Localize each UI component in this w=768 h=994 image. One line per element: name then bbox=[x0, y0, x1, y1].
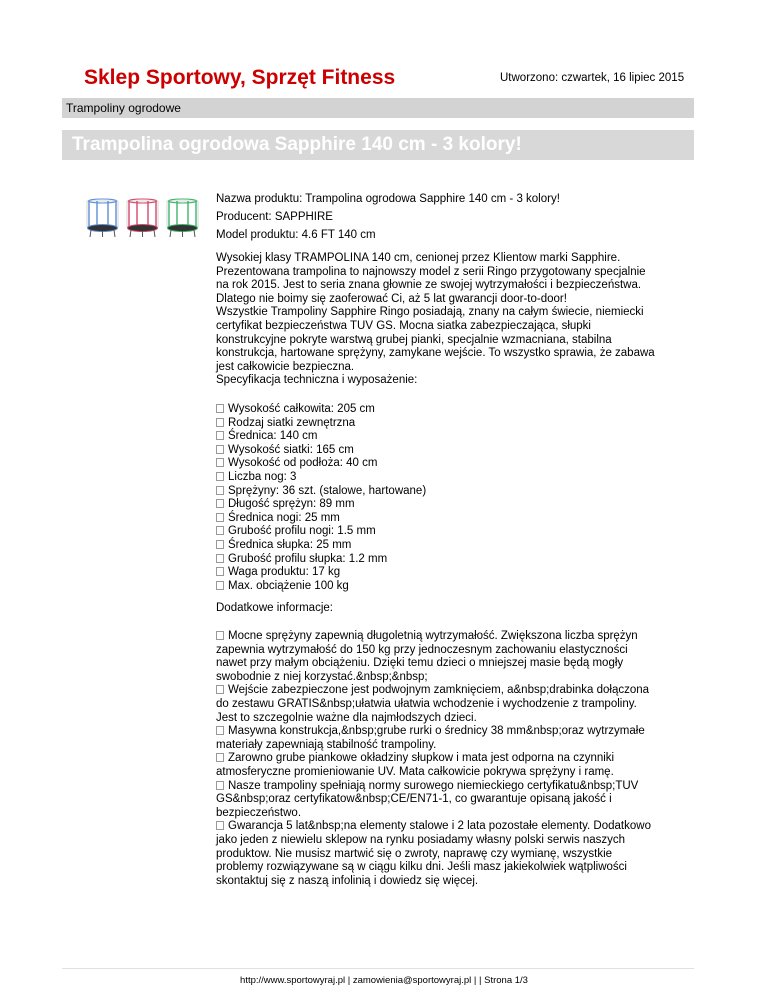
extra-info-text: Masywna konstrukcja,&nbsp;grube rurki o średnicy 38 mm&nbsp;oraz wytrzymałe bbox=[228, 725, 645, 738]
product-model: Model produktu: 4.6 FT 140 cm bbox=[216, 229, 376, 241]
store-title: Sklep Sportowy, Sprzęt Fitness bbox=[84, 66, 396, 89]
extra-info-line bbox=[216, 698, 696, 712]
extra-info-line bbox=[216, 861, 696, 875]
spec-item bbox=[216, 539, 696, 553]
bullet-box-icon bbox=[216, 581, 224, 590]
bullet-box-icon bbox=[216, 631, 224, 640]
description-line: jest całkowicie bezpieczna. bbox=[216, 360, 355, 373]
extra-info-text: Zarowno grube piankowe okładziny słupkow i mata jest odporna na czynniki bbox=[228, 752, 615, 765]
description-line: Dlatego nie boimy się zaoferować Ci, aż 5 lat gwarancji door-to-door! bbox=[216, 292, 567, 305]
extra-info-line bbox=[216, 725, 696, 739]
spec-text: Średnica słupka: 25 mm bbox=[228, 538, 352, 551]
bullet-box-icon bbox=[216, 753, 224, 762]
bullet-box-icon bbox=[216, 554, 224, 563]
extra-info-text: swobodnie z niej korzystać.&nbsp;&nbsp; bbox=[216, 670, 428, 683]
spec-item bbox=[216, 485, 696, 499]
spec-text: Średnica nogi: 25 mm bbox=[228, 511, 340, 524]
spec-text: Wysokość siatki: 165 cm bbox=[228, 443, 354, 456]
spec-text: Wysokość całkowita: 205 cm bbox=[228, 403, 375, 415]
description-line: certyfikat bezpieczeństwa TUV GS. Mocna siatka zabezpieczająca, słupki bbox=[216, 319, 591, 332]
extra-info-text: produktow. Nie musisz martwić się o zwroty, naprawę czy wymianę, wszystkie bbox=[216, 847, 613, 860]
extra-info-line bbox=[216, 657, 696, 671]
spec-text: Rodzaj siatki zewnętrzna bbox=[228, 416, 356, 429]
spec-item bbox=[216, 525, 696, 539]
spec-text: Grubość profilu nogi: 1.5 mm bbox=[228, 525, 376, 538]
bullet-box-icon bbox=[216, 526, 224, 535]
extra-info-text: bezpieczeństwo. bbox=[216, 806, 302, 819]
description-line: Specyfikacja techniczna i wyposażenie: bbox=[216, 374, 418, 387]
spec-text: Grubość profilu słupka: 1.2 mm bbox=[228, 552, 388, 565]
trampoline-pink-thumbnail[interactable] bbox=[125, 197, 160, 239]
extra-info-line bbox=[216, 752, 696, 766]
extra-info-line bbox=[216, 875, 696, 889]
description-line: Wszystkie Trampoliny Sapphire Ringo posiadają, znany na całym świecie, niemiecki bbox=[216, 306, 644, 319]
extra-info-text: Gwarancja 5 lat&nbsp;na elementy stalowe i 2 lata pozostałe elementy. Dodatkowo bbox=[228, 820, 651, 833]
spec-item bbox=[216, 553, 696, 567]
extra-info-line bbox=[216, 644, 696, 658]
extra-info-text: jako jeden z niewielu sklepow na rynku posiadamy własny polski serwis naszych bbox=[216, 833, 626, 846]
extra-info-line bbox=[216, 671, 696, 685]
bullet-box-icon bbox=[216, 726, 224, 735]
product-thumbnails bbox=[85, 197, 200, 239]
spec-text: Waga produktu: 17 kg bbox=[228, 566, 341, 579]
extra-info-text: Jest to szczegolnie ważne dla najmłodszych dzieci. bbox=[216, 711, 477, 724]
bullet-box-icon bbox=[216, 540, 224, 549]
bullet-box-icon bbox=[216, 499, 224, 508]
footer-divider bbox=[62, 968, 694, 969]
extra-info-text: Wejście zabezpieczone jest podwojnym zamknięciem, a&nbsp;drabinka dołączona bbox=[228, 684, 650, 697]
bullet-box-icon bbox=[216, 821, 224, 830]
extra-info-label: Dodatkowe informacje: bbox=[216, 602, 333, 614]
extra-info-text: nawet przy małym obciążeniu. Dzięki temu dzieci o mniejszej masie będą mogły bbox=[216, 657, 624, 670]
extra-info-line bbox=[216, 820, 696, 834]
spec-text: Średnica: 140 cm bbox=[228, 430, 318, 443]
bullet-box-icon bbox=[216, 445, 224, 454]
extra-info-text: materiały zapewniają stabilność trampoliny. bbox=[216, 738, 437, 751]
spec-item bbox=[216, 498, 696, 512]
extra-info-line bbox=[216, 780, 696, 794]
spec-text: Max. obciążenie 100 kg bbox=[228, 579, 349, 592]
extra-info-line bbox=[216, 766, 696, 780]
description-line: konstrukcja, hartowane sprężyny, zamykane wejście. To wszystko sprawia, że zabawa bbox=[216, 347, 655, 360]
trampoline-blue-thumbnail[interactable] bbox=[85, 197, 120, 239]
extra-info-line bbox=[216, 848, 696, 862]
trampoline-green-thumbnail[interactable] bbox=[165, 197, 200, 239]
description-line: na rok 2015. Jest to seria znana głownie ze swojej wytrzymałości i bezpieczeństwa. bbox=[216, 279, 642, 292]
product-description bbox=[216, 252, 696, 388]
bullet-box-icon bbox=[216, 418, 224, 427]
spec-item bbox=[216, 417, 696, 431]
extra-info-line bbox=[216, 712, 696, 726]
spec-item bbox=[216, 403, 696, 417]
extra-info-text: problemy rozwiązywane są w ciągu kilku dni. Jeśli masz jakiekolwiek wątpliwości bbox=[216, 861, 627, 874]
extra-info-line bbox=[216, 793, 696, 807]
category-bar: Trampoliny ogrodowe bbox=[62, 98, 694, 118]
product-title: Trampolina ogrodowa Sapphire 140 cm - 3 kolory! bbox=[62, 130, 694, 160]
extra-info-text: zapewnia wytrzymałość do 150 kg przy jednoczesnym zachowaniu elastyczności bbox=[216, 643, 628, 656]
spec-item bbox=[216, 430, 696, 444]
bullet-box-icon bbox=[216, 431, 224, 440]
extra-info-text: do zestawu GRATIS&nbsp;ułatwia ułatwia wchodzenie i wychodzenie z trampoliny. bbox=[216, 697, 637, 710]
bullet-box-icon bbox=[216, 781, 224, 790]
bullet-box-icon bbox=[216, 486, 224, 495]
spec-item bbox=[216, 444, 696, 458]
extra-info-text: atmosferyczne promieniowanie UV. Mata całkowicie pokrywa sprężyny i ramę. bbox=[216, 765, 614, 778]
bullet-box-icon bbox=[216, 404, 224, 413]
extra-info-line bbox=[216, 807, 696, 821]
product-producer: Producent: SAPPHIRE bbox=[216, 211, 333, 223]
extra-info bbox=[216, 630, 696, 888]
description-line: Wysokiej klasy TRAMPOLINA 140 cm, cenionej przez Klientow marki Sapphire. bbox=[216, 252, 621, 264]
bullet-box-icon bbox=[216, 567, 224, 576]
extra-info-text: GS&nbsp;oraz certyfikatow&nbsp;CE/EN71-1, co gwarantuje opisaną jakość i bbox=[216, 793, 612, 806]
bullet-box-icon bbox=[216, 513, 224, 522]
spec-item bbox=[216, 580, 696, 594]
extra-info-line bbox=[216, 739, 696, 753]
extra-info-text: Mocne sprężyny zapewnią długoletnią wytrzymałość. Zwiększona liczba sprężyn bbox=[228, 630, 638, 642]
spec-item bbox=[216, 512, 696, 526]
spec-item bbox=[216, 566, 696, 580]
spec-text: Długość sprężyn: 89 mm bbox=[228, 498, 355, 511]
spec-text: Wysokość od podłoża: 40 cm bbox=[228, 457, 378, 470]
extra-info-line bbox=[216, 684, 696, 698]
spec-list bbox=[216, 403, 696, 593]
extra-info-line bbox=[216, 630, 696, 644]
product-name: Nazwa produktu: Trampolina ogrodowa Sapphire 140 cm - 3 kolory! bbox=[216, 193, 560, 205]
product-info bbox=[216, 190, 696, 244]
extra-info-line bbox=[216, 834, 696, 848]
created-date: Utworzono: czwartek, 16 lipiec 2015 bbox=[500, 72, 685, 84]
description-line: Prezentowana trampolina to najnowszy model z serii Ringo przygotowany specjalnie bbox=[216, 265, 646, 278]
spec-text: Sprężyny: 36 szt. (stalowe, hartowane) bbox=[228, 484, 427, 497]
page-footer: http://www.sportowyraj.pl | zamowienia@sportowyraj.pl | | Strona 1/3 bbox=[240, 975, 528, 986]
spec-item bbox=[216, 457, 696, 471]
extra-info-text: skontaktuj się z naszą infolinią i dowiedz się więcej. bbox=[216, 874, 479, 887]
bullet-box-icon bbox=[216, 685, 224, 694]
spec-item bbox=[216, 471, 696, 485]
bullet-box-icon bbox=[216, 472, 224, 481]
description-line: konstrukcyjne pokryte warstwą grubej pianki, specjalnie wzmacniana, stabilna bbox=[216, 333, 612, 346]
spec-text: Liczba nog: 3 bbox=[228, 470, 297, 483]
bullet-box-icon bbox=[216, 458, 224, 467]
extra-info-text: Nasze trampoliny spełniają normy surowego niemieckiego certyfikatu&nbsp;TUV bbox=[228, 779, 639, 792]
